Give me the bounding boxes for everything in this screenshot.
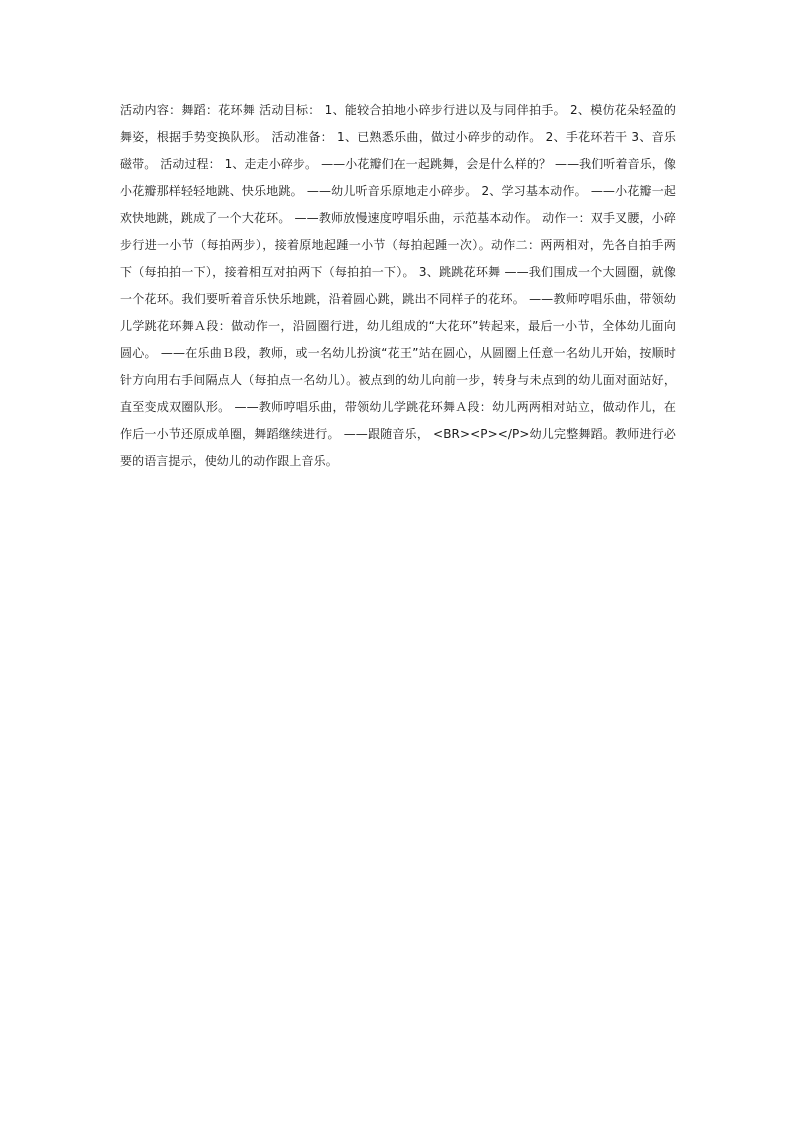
document-body-text: 活动内容：舞蹈：花环舞 活动目标： 1、能较合拍地小碎步行进以及与同伴拍手。 2、模仿花朵轻盈的舞姿，根据手势变换队形。 活动准备： 1、已熟悉乐曲，做过小碎步的动作。 2、手花环若干 3、音乐磁带。 活动过程： 1、走走小碎步。 ——小花瓣们在一起跳舞，会是什么样的？ ——我们听着音乐，像小花瓣那样轻轻地跳、快乐地跳。 ——幼儿听音乐原地走小碎步。 2、学习基本动作。 ——小花瓣一起欢快地跳，跳成了一个大花环。 ——教师放慢速度哼唱乐曲，示范基本动作。 动作一：双手叉腰，小碎步行进一小节（每拍两步），接着原地起踵一小节（每拍起踵一次）。动作二：两两相对，先各自拍手两下（每拍拍一下），接着相互对拍两下（每拍拍一下）。 3、跳跳花环舞 ——我们围成一个大圆圈，就像一个花环。我们要听着音乐快乐地跳，沿着圆心跳，跳出不同样子的花环。 ——教师哼唱乐曲，带领幼儿学跳花环舞Ａ段：做动作一，沿圆圈行进，幼儿组成的“大花环”转起来，最后一小节，全体幼儿面向圆心。 ——在乐曲Ｂ段，教师，或一名幼儿扮演“花王”站在圆心，从圆圈上任意一名幼儿开始，按顺时针方向用右手间隔点人（每拍点一名幼儿）。被点到的幼儿向前一步，转身与未点到的幼儿面对面站好，直至变成双圈队形。 ——教师哼唱乐曲，带领幼儿学跳花环舞Ａ段：幼儿两两相对站立，做动作儿，在作后一小节还原成单圈，舞蹈继续进行。 ——跟随音乐， <BR><P></P>幼儿完整舞蹈。教师进行必要的语言提示，使幼儿的动作跟上音乐。 — [120, 103, 676, 468]
